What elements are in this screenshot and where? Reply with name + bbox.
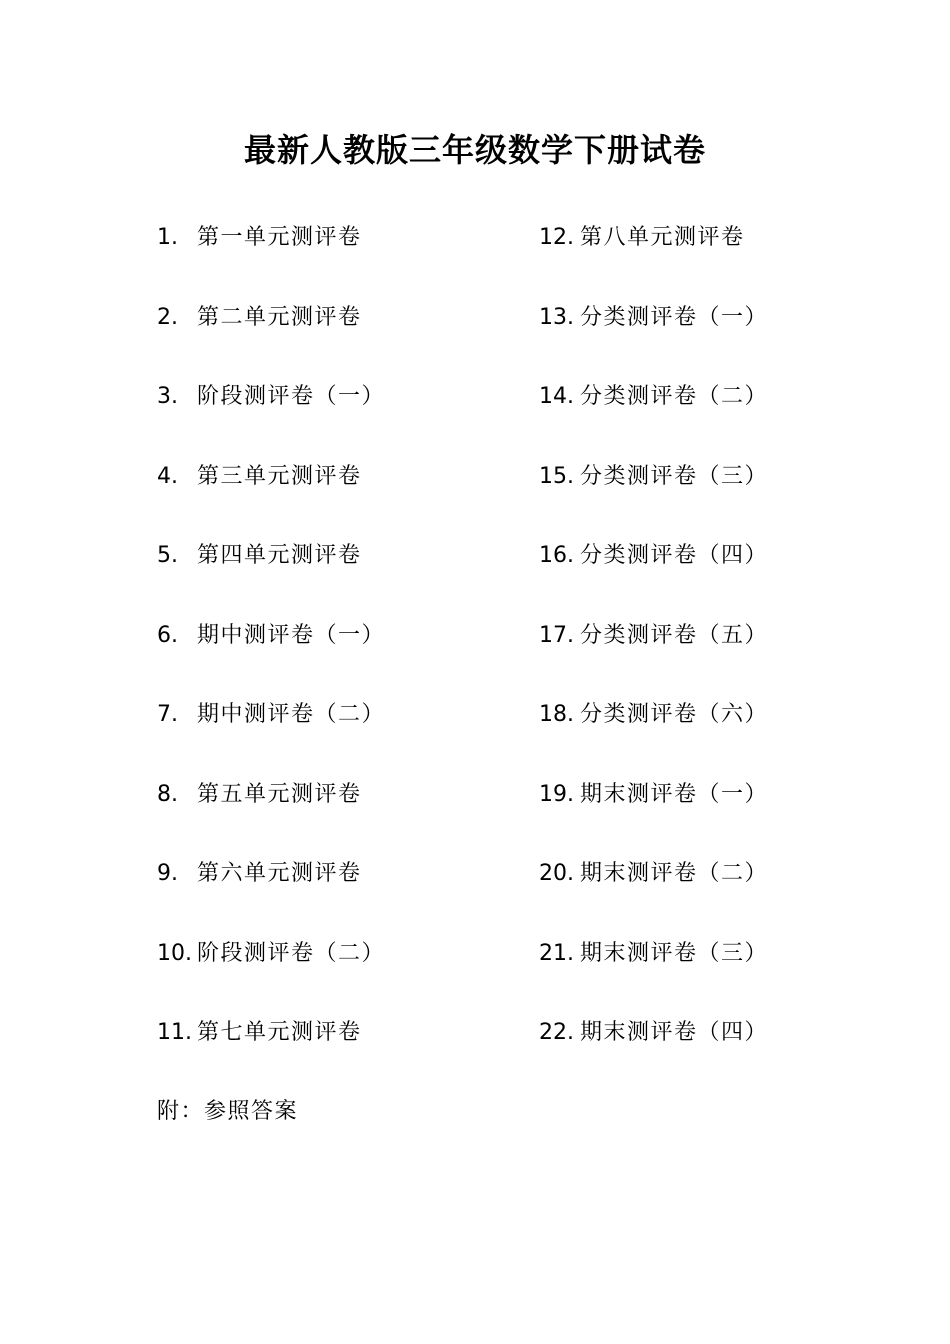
item-label: 期中测评卷（二） bbox=[197, 702, 386, 727]
list-item bbox=[157, 616, 497, 696]
list-item bbox=[157, 218, 497, 298]
list-item bbox=[539, 934, 839, 1014]
contents-list-right bbox=[539, 218, 839, 1093]
item-label: 第八单元测评卷 bbox=[580, 225, 745, 250]
item-number: 3. bbox=[157, 384, 178, 409]
item-number: 18. bbox=[539, 702, 574, 727]
list-item bbox=[157, 536, 497, 616]
item-label: 第一单元测评卷 bbox=[197, 225, 362, 250]
item-number: 8. bbox=[157, 781, 178, 807]
item-number: 15. bbox=[539, 463, 574, 489]
list-item bbox=[157, 775, 497, 855]
item-label: 分类测评卷（六） bbox=[580, 702, 769, 727]
list-item bbox=[539, 218, 839, 298]
appendix-note: 附：参照答案 bbox=[157, 1099, 299, 1124]
list-item bbox=[157, 377, 497, 457]
item-label: 期中测评卷（一） bbox=[197, 622, 386, 648]
list-item bbox=[157, 695, 497, 775]
item-label: 第四单元测评卷 bbox=[197, 543, 362, 568]
list-item bbox=[539, 298, 839, 378]
item-label: 第二单元测评卷 bbox=[197, 304, 362, 330]
contents-list-left bbox=[157, 218, 497, 1093]
item-number: 5. bbox=[157, 543, 178, 568]
list-item bbox=[539, 616, 839, 696]
item-number: 9. bbox=[157, 861, 178, 886]
item-label: 期末测评卷（四） bbox=[580, 1020, 769, 1045]
list-item bbox=[539, 695, 839, 775]
list-item bbox=[539, 377, 839, 457]
page-title: 最新人教版三年级数学下册试卷 bbox=[243, 131, 706, 169]
list-item bbox=[539, 457, 839, 537]
item-number: 14. bbox=[539, 384, 574, 409]
item-label: 期末测评卷（一） bbox=[580, 781, 769, 807]
item-number: 22. bbox=[539, 1020, 574, 1045]
item-number: 1. bbox=[157, 225, 178, 250]
item-label: 期末测评卷（三） bbox=[580, 940, 769, 966]
item-number: 12. bbox=[539, 225, 574, 250]
list-item bbox=[539, 536, 839, 616]
item-label: 第三单元测评卷 bbox=[197, 463, 362, 489]
list-item bbox=[539, 1013, 839, 1093]
item-label: 第六单元测评卷 bbox=[197, 861, 362, 886]
item-label: 第五单元测评卷 bbox=[197, 781, 362, 807]
item-label: 分类测评卷（一） bbox=[580, 304, 769, 330]
item-number: 21. bbox=[539, 940, 574, 966]
item-number: 7. bbox=[157, 702, 178, 727]
item-label: 分类测评卷（三） bbox=[580, 463, 769, 489]
list-item bbox=[157, 854, 497, 934]
item-number: 2. bbox=[157, 304, 178, 330]
item-label: 阶段测评卷（一） bbox=[197, 384, 386, 409]
list-item bbox=[157, 298, 497, 378]
item-number: 16. bbox=[539, 543, 574, 568]
list-item bbox=[157, 1013, 497, 1093]
item-number: 11. bbox=[157, 1020, 192, 1045]
item-number: 19. bbox=[539, 781, 574, 807]
list-item bbox=[539, 854, 839, 934]
item-label: 分类测评卷（四） bbox=[580, 543, 769, 568]
item-number: 10. bbox=[157, 940, 192, 966]
item-label: 期末测评卷（二） bbox=[580, 861, 769, 886]
item-label: 第七单元测评卷 bbox=[197, 1020, 362, 1045]
item-number: 20. bbox=[539, 861, 574, 886]
item-label: 分类测评卷（二） bbox=[580, 384, 769, 409]
item-number: 17. bbox=[539, 622, 574, 648]
item-label: 分类测评卷（五） bbox=[580, 622, 769, 648]
item-label: 阶段测评卷（二） bbox=[197, 940, 386, 966]
list-item bbox=[157, 457, 497, 537]
list-item bbox=[157, 934, 497, 1014]
item-number: 13. bbox=[539, 304, 574, 330]
item-number: 6. bbox=[157, 622, 178, 648]
item-number: 4. bbox=[157, 463, 178, 489]
list-item bbox=[539, 775, 839, 855]
